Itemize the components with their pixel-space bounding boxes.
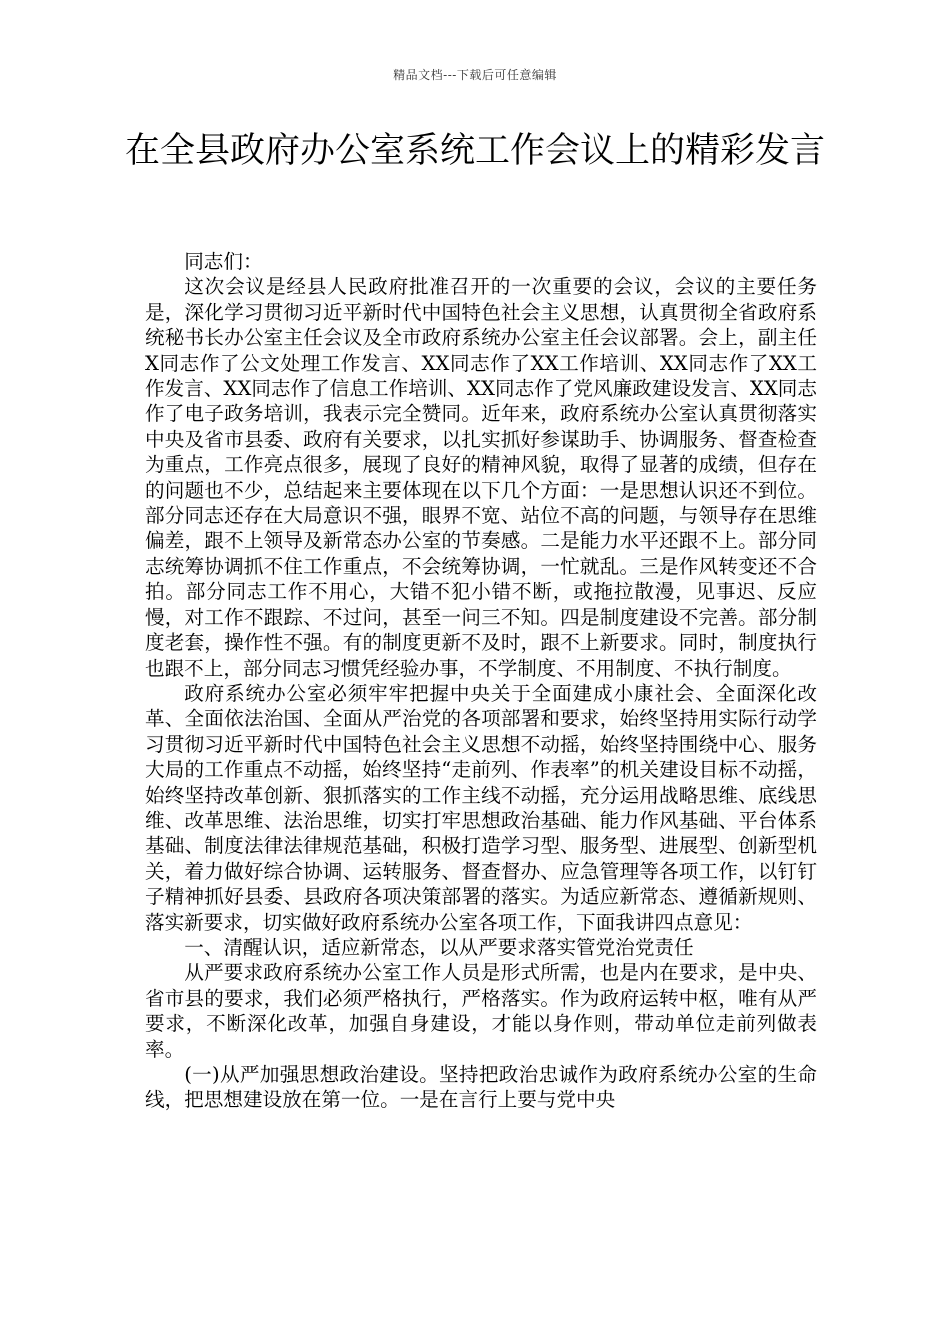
section-heading-1: 一、清醒认识，适应新常态，以从严要求落实管党治党责任 <box>184 935 694 959</box>
header-note: 精品文档---下载后可任意编辑 <box>393 68 557 82</box>
document-body <box>145 249 817 1113</box>
paragraph-2: 政府系统办公室必须牢牢把握中央关于全面建成小康社会、全面深化改革、全面依法治国、全面从严治党的各项部署和要求，始终坚持用实际行动学习贯彻习近平新时代中国特色社会主义思想不动摇，始终坚持围绕中心、服务大局的工作重点不动摇，始终坚持“走前列、作表率”的机关建设目标不动摇，始终坚持改革创新、狠抓落实的工作主线不动摇，充分运用战略思维、底线思维、改革思维、法治思维，切实打牢思想政治基础、能力作风基础、平台体系基础、制度法律法律规范基础，积极打造学习型、服务型、进展型、创新型机关，着力做好综合协调、运转服务、督查督办、应急管理等各项工作，以钉钉子精神抓好县委、县政府各项决策部署的落实。为适应新常态、遵循新规则、落实新要求，切实做好政府系统办公室各项工作，下面我讲四点意见： <box>145 681 817 934</box>
document-title: 在全县政府办公室系统工作会议上的精彩发言 <box>125 131 826 171</box>
salutation: 同志们： <box>184 250 263 273</box>
paragraph-3: 从严要求政府系统办公室工作人员是形式所需，也是内在要求，是中央、省市县的要求，我们必须严格执行，严格落实。作为政府运转中枢，唯有从严要求，不断深化改革，加强自身建设，才能以身作则，带动单位走前列做表率。 <box>145 961 817 1061</box>
paragraph-4: (一)从严加强思想政治建设。坚持把政治忠诚作为政府系统办公室的生命线，把思想建设放在第一位。一是在言行上要与党中央 <box>145 1063 817 1112</box>
paragraph-1: 这次会议是经县人民政府批准召开的一次重要的会议，会议的主要任务是，深化学习贯彻习近平新时代中国特色社会主义思想，认真贯彻全省政府系统秘书长办公室主任会议及全市政府系统办公室主任会议部署。会上，副主任X同志作了公文处理工作发言、XX同志作了XX工作培训、XX同志作了XX工作发言、XX同志作了信息工作培训、XX同志作了党风廉政建设发言、XX同志作了电子政务培训，我表示完全赞同。近年来，政府系统办公室认真贯彻落实中央及省市县委、政府有关要求，以扎实抓好参谋助手、协调服务、督查检查为重点，工作亮点很多，展现了良好的精神风貌，取得了显著的成绩，但存在的问题也不少，总结起来主要体现在以下几个方面：一是思想认识还不到位。部分同志还存在大局意识不强，眼界不宽、站位不高的问题，与领导存在思维偏差，跟不上领导及新常态办公室的节奏感。二是能力水平还跟不上。部分同志统筹协调抓不住工作重点，不会统筹协调，一忙就乱。三是作风转变还不合拍。部分同志工作不用心，大错不犯小错不断，或拖拉散漫，见事迟、反应慢，对工作不跟踪、不过问，甚至一问三不知。四是制度建设不完善。部分制度老套，操作性不强。有的制度更新不及时，跟不上新要求。同时，制度执行也跟不上，部分同志习惯凭经验办事，不学制度、不用制度、不执行制度。 <box>145 275 817 680</box>
